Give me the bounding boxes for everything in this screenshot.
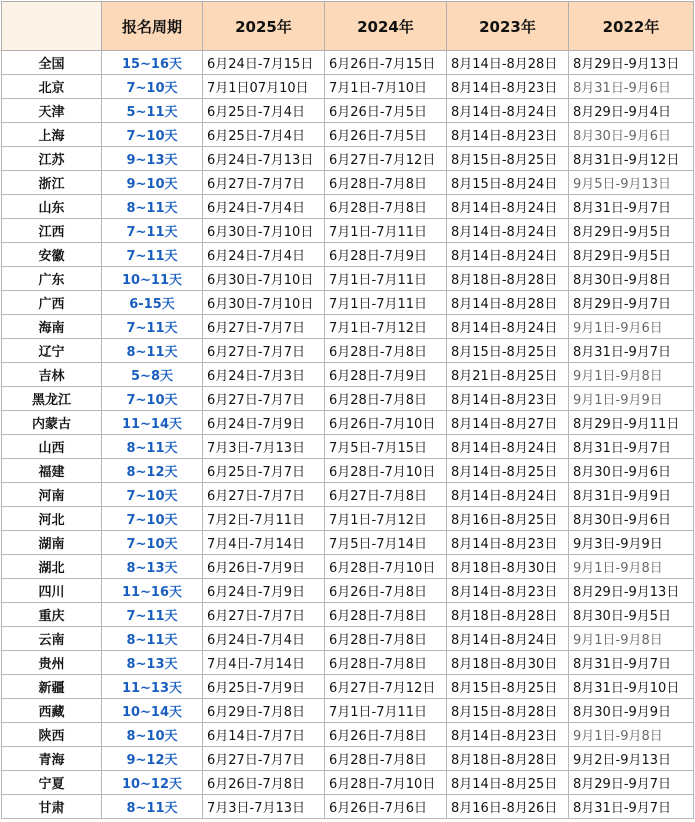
- period-cell: 7~10天: [102, 507, 203, 531]
- table-row: [2, 339, 694, 363]
- province-cell: 云南: [2, 627, 102, 651]
- date-2023-cell: 8月14日-8月24日: [447, 435, 569, 459]
- date-2024-cell: 6月28日-7月8日: [325, 651, 447, 675]
- date-2024-cell: 7月1日-7月12日: [325, 315, 447, 339]
- date-2025-cell: 6月26日-7月8日: [203, 771, 325, 795]
- province-cell: 黑龙江: [2, 387, 102, 411]
- table-row: [2, 411, 694, 435]
- period-cell: 8~11天: [102, 195, 203, 219]
- table-row: [2, 531, 694, 555]
- date-2025-cell: 6月25日-7月4日: [203, 123, 325, 147]
- period-cell: 9~10天: [102, 171, 203, 195]
- date-2025-cell: 6月24日-7月3日: [203, 363, 325, 387]
- table-row: [2, 555, 694, 579]
- period-cell: 7~11天: [102, 603, 203, 627]
- period-cell: 7~11天: [102, 219, 203, 243]
- province-cell: 重庆: [2, 603, 102, 627]
- period-cell: 11~14天: [102, 411, 203, 435]
- date-2024-cell: 6月28日-7月10日: [325, 459, 447, 483]
- date-2025-cell: 7月2日-7月11日: [203, 507, 325, 531]
- date-2022-cell: 9月3日-9月9日: [569, 531, 694, 555]
- date-2023-cell: 8月15日-8月25日: [447, 147, 569, 171]
- table-row: [2, 795, 694, 819]
- period-cell: 7~10天: [102, 483, 203, 507]
- date-2025-cell: 7月4日-7月14日: [203, 651, 325, 675]
- period-cell: 8~13天: [102, 651, 203, 675]
- date-2025-cell: 6月27日-7月7日: [203, 387, 325, 411]
- date-2024-cell: 6月28日-7月8日: [325, 627, 447, 651]
- date-2024-cell: 7月1日-7月11日: [325, 219, 447, 243]
- date-2024-cell: 6月26日-7月5日: [325, 99, 447, 123]
- date-2024-cell: 6月27日-7月12日: [325, 147, 447, 171]
- date-2022-cell: 8月31日-9月6日: [569, 75, 694, 99]
- province-cell: 海南: [2, 315, 102, 339]
- date-2024-cell: 6月28日-7月8日: [325, 387, 447, 411]
- date-2022-cell: 8月30日-9月6日: [569, 459, 694, 483]
- date-2024-cell: 6月26日-7月8日: [325, 579, 447, 603]
- province-cell: 广东: [2, 267, 102, 291]
- period-cell: 7~10天: [102, 123, 203, 147]
- period-cell: 8~13天: [102, 555, 203, 579]
- date-2023-cell: 8月18日-8月28日: [447, 603, 569, 627]
- date-2025-cell: 7月4日-7月14日: [203, 531, 325, 555]
- province-cell: 山西: [2, 435, 102, 459]
- table-row: [2, 435, 694, 459]
- table-row: [2, 699, 694, 723]
- province-cell: 山东: [2, 195, 102, 219]
- date-2025-cell: 6月27日-7月7日: [203, 603, 325, 627]
- period-cell: 9~13天: [102, 147, 203, 171]
- table-row: [2, 219, 694, 243]
- date-2023-cell: 8月14日-8月27日: [447, 411, 569, 435]
- date-2022-cell: 8月31日-9月9日: [569, 483, 694, 507]
- province-cell: 江西: [2, 219, 102, 243]
- table-row: [2, 747, 694, 771]
- date-2022-cell: 8月31日-9月12日: [569, 147, 694, 171]
- province-cell: 辽宁: [2, 339, 102, 363]
- table-row: [2, 627, 694, 651]
- date-2024-cell: 6月28日-7月8日: [325, 603, 447, 627]
- date-2024-cell: 6月28日-7月9日: [325, 243, 447, 267]
- date-2022-cell: 9月1日-9月9日: [569, 387, 694, 411]
- province-cell: 吉林: [2, 363, 102, 387]
- date-2024-cell: 6月26日-7月5日: [325, 123, 447, 147]
- date-2023-cell: 8月15日-8月25日: [447, 339, 569, 363]
- table-row: [2, 99, 694, 123]
- date-2024-cell: 7月1日-7月11日: [325, 267, 447, 291]
- period-cell: 10~11天: [102, 267, 203, 291]
- date-2022-cell: 8月29日-9月13日: [569, 51, 694, 75]
- date-2024-cell: 6月28日-7月10日: [325, 771, 447, 795]
- date-2023-cell: 8月15日-8月24日: [447, 171, 569, 195]
- date-2025-cell: 6月27日-7月7日: [203, 339, 325, 363]
- table-row: [2, 459, 694, 483]
- date-2023-cell: 8月18日-8月30日: [447, 651, 569, 675]
- date-2023-cell: 8月18日-8月30日: [447, 555, 569, 579]
- date-2025-cell: 6月24日-7月13日: [203, 147, 325, 171]
- province-cell: 浙江: [2, 171, 102, 195]
- date-2025-cell: 6月24日-7月4日: [203, 243, 325, 267]
- province-cell: 内蒙古: [2, 411, 102, 435]
- date-2023-cell: 8月14日-8月24日: [447, 243, 569, 267]
- date-2024-cell: 7月1日-7月11日: [325, 291, 447, 315]
- date-2022-cell: 8月29日-9月13日: [569, 579, 694, 603]
- date-2022-cell: 8月29日-9月11日: [569, 411, 694, 435]
- table-row: [2, 171, 694, 195]
- date-2023-cell: 8月16日-8月25日: [447, 507, 569, 531]
- date-2024-cell: 6月26日-7月10日: [325, 411, 447, 435]
- province-cell: 安徽: [2, 243, 102, 267]
- table-row: [2, 123, 694, 147]
- date-2025-cell: 6月24日-7月4日: [203, 195, 325, 219]
- date-2022-cell: 8月31日-9月10日: [569, 675, 694, 699]
- table-row: [2, 195, 694, 219]
- date-2024-cell: 6月27日-7月12日: [325, 675, 447, 699]
- period-cell: 8~11天: [102, 339, 203, 363]
- province-cell: 河北: [2, 507, 102, 531]
- date-2024-cell: 7月1日-7月11日: [325, 699, 447, 723]
- date-2025-cell: 6月27日-7月7日: [203, 747, 325, 771]
- period-cell: 5~11天: [102, 99, 203, 123]
- province-cell: 北京: [2, 75, 102, 99]
- period-cell: 5~8天: [102, 363, 203, 387]
- date-2025-cell: 6月26日-7月9日: [203, 555, 325, 579]
- date-2023-cell: 8月14日-8月24日: [447, 627, 569, 651]
- date-2024-cell: 6月28日-7月8日: [325, 171, 447, 195]
- province-cell: 湖北: [2, 555, 102, 579]
- period-cell: 8~10天: [102, 723, 203, 747]
- table-row: [2, 675, 694, 699]
- period-cell: 11~16天: [102, 579, 203, 603]
- date-2024-cell: 6月28日-7月8日: [325, 195, 447, 219]
- header-period: 报名周期: [102, 2, 203, 51]
- date-2022-cell: 8月31日-9月7日: [569, 195, 694, 219]
- date-2023-cell: 8月14日-8月24日: [447, 483, 569, 507]
- header-row: [2, 2, 694, 51]
- province-cell: 陕西: [2, 723, 102, 747]
- table-row: [2, 267, 694, 291]
- table-body: [2, 51, 694, 819]
- province-cell: 天津: [2, 99, 102, 123]
- date-2023-cell: 8月14日-8月23日: [447, 579, 569, 603]
- table-row: [2, 579, 694, 603]
- period-cell: 11~13天: [102, 675, 203, 699]
- date-2023-cell: 8月14日-8月25日: [447, 459, 569, 483]
- date-2023-cell: 8月14日-8月28日: [447, 291, 569, 315]
- province-cell: 新疆: [2, 675, 102, 699]
- date-2022-cell: 8月30日-9月9日: [569, 699, 694, 723]
- date-2024-cell: 6月28日-7月8日: [325, 747, 447, 771]
- date-2025-cell: 6月29日-7月8日: [203, 699, 325, 723]
- province-cell: 福建: [2, 459, 102, 483]
- period-cell: 7~10天: [102, 387, 203, 411]
- date-2023-cell: 8月18日-8月28日: [447, 267, 569, 291]
- date-2025-cell: 7月3日-7月13日: [203, 435, 325, 459]
- table-row: [2, 291, 694, 315]
- period-cell: 7~11天: [102, 315, 203, 339]
- table-row: [2, 75, 694, 99]
- table-row: [2, 771, 694, 795]
- date-2022-cell: 8月29日-9月7日: [569, 771, 694, 795]
- date-2025-cell: 6月30日-7月10日: [203, 291, 325, 315]
- period-cell: 7~11天: [102, 243, 203, 267]
- province-cell: 广西: [2, 291, 102, 315]
- header-2024: 2024年: [325, 2, 447, 51]
- date-2023-cell: 8月14日-8月23日: [447, 387, 569, 411]
- date-2025-cell: 6月24日-7月9日: [203, 579, 325, 603]
- date-2023-cell: 8月14日-8月25日: [447, 771, 569, 795]
- date-2022-cell: 9月1日-9月8日: [569, 363, 694, 387]
- date-2022-cell: 8月29日-9月5日: [569, 219, 694, 243]
- date-2025-cell: 6月27日-7月7日: [203, 171, 325, 195]
- header-2023: 2023年: [447, 2, 569, 51]
- date-2024-cell: 6月28日-7月8日: [325, 339, 447, 363]
- header-2022: 2022年: [569, 2, 694, 51]
- period-cell: 9~12天: [102, 747, 203, 771]
- date-2023-cell: 8月14日-8月24日: [447, 315, 569, 339]
- date-2023-cell: 8月14日-8月23日: [447, 531, 569, 555]
- date-2024-cell: 6月28日-7月9日: [325, 363, 447, 387]
- table-row: [2, 483, 694, 507]
- date-2022-cell: 8月31日-9月7日: [569, 795, 694, 819]
- date-2022-cell: 8月29日-9月4日: [569, 99, 694, 123]
- period-cell: 6-15天: [102, 291, 203, 315]
- header-2025: 2025年: [203, 2, 325, 51]
- table-row: [2, 387, 694, 411]
- date-2022-cell: 9月1日-9月8日: [569, 627, 694, 651]
- date-2023-cell: 8月14日-8月23日: [447, 75, 569, 99]
- date-2023-cell: 8月14日-8月28日: [447, 51, 569, 75]
- date-2023-cell: 8月14日-8月23日: [447, 123, 569, 147]
- table-row: [2, 603, 694, 627]
- date-2022-cell: 8月30日-9月5日: [569, 603, 694, 627]
- date-2025-cell: 7月3日-7月13日: [203, 795, 325, 819]
- table-row: [2, 315, 694, 339]
- date-2023-cell: 8月14日-8月23日: [447, 723, 569, 747]
- date-2022-cell: 8月31日-9月7日: [569, 651, 694, 675]
- period-cell: 15~16天: [102, 51, 203, 75]
- date-2023-cell: 8月14日-8月24日: [447, 195, 569, 219]
- date-2025-cell: 6月14日-7月7日: [203, 723, 325, 747]
- date-2022-cell: 9月1日-9月8日: [569, 723, 694, 747]
- date-2024-cell: 7月1日-7月12日: [325, 507, 447, 531]
- date-2024-cell: 6月28日-7月10日: [325, 555, 447, 579]
- date-2024-cell: 6月26日-7月6日: [325, 795, 447, 819]
- date-2022-cell: 8月30日-9月8日: [569, 267, 694, 291]
- province-cell: 四川: [2, 579, 102, 603]
- date-2023-cell: 8月14日-8月24日: [447, 219, 569, 243]
- date-2023-cell: 8月18日-8月28日: [447, 747, 569, 771]
- date-2025-cell: 6月27日-7月7日: [203, 483, 325, 507]
- date-2022-cell: 9月1日-9月8日: [569, 555, 694, 579]
- date-2025-cell: 6月25日-7月7日: [203, 459, 325, 483]
- date-2025-cell: 6月30日-7月10日: [203, 219, 325, 243]
- date-2022-cell: 9月1日-9月6日: [569, 315, 694, 339]
- table-row: [2, 507, 694, 531]
- period-cell: 8~12天: [102, 459, 203, 483]
- period-cell: 10~14天: [102, 699, 203, 723]
- date-2023-cell: 8月14日-8月24日: [447, 99, 569, 123]
- date-2022-cell: 8月30日-9月6日: [569, 507, 694, 531]
- province-cell: 贵州: [2, 651, 102, 675]
- date-2024-cell: 6月26日-7月15日: [325, 51, 447, 75]
- registration-schedule-table: [1, 1, 694, 819]
- date-2022-cell: 8月30日-9月6日: [569, 123, 694, 147]
- date-2025-cell: 6月24日-7月4日: [203, 627, 325, 651]
- date-2024-cell: 7月5日-7月14日: [325, 531, 447, 555]
- date-2022-cell: 8月29日-9月5日: [569, 243, 694, 267]
- period-cell: 8~11天: [102, 435, 203, 459]
- date-2024-cell: 6月26日-7月8日: [325, 723, 447, 747]
- date-2024-cell: 7月5日-7月15日: [325, 435, 447, 459]
- province-cell: 西藏: [2, 699, 102, 723]
- province-cell: 甘肃: [2, 795, 102, 819]
- date-2022-cell: 8月31日-9月7日: [569, 435, 694, 459]
- date-2025-cell: 6月24日-7月15日: [203, 51, 325, 75]
- province-cell: 河南: [2, 483, 102, 507]
- table-row: [2, 651, 694, 675]
- date-2025-cell: 6月27日-7月7日: [203, 315, 325, 339]
- date-2025-cell: 6月24日-7月9日: [203, 411, 325, 435]
- table-row: [2, 363, 694, 387]
- date-2022-cell: 8月31日-9月7日: [569, 339, 694, 363]
- date-2023-cell: 8月16日-8月26日: [447, 795, 569, 819]
- date-2025-cell: 6月30日-7月10日: [203, 267, 325, 291]
- period-cell: 7~10天: [102, 75, 203, 99]
- period-cell: 8~11天: [102, 627, 203, 651]
- date-2022-cell: 8月29日-9月7日: [569, 291, 694, 315]
- header-province: [2, 2, 102, 51]
- date-2022-cell: 9月2日-9月13日: [569, 747, 694, 771]
- table-row: [2, 243, 694, 267]
- date-2025-cell: 6月25日-7月9日: [203, 675, 325, 699]
- province-cell: 湖南: [2, 531, 102, 555]
- date-2025-cell: 6月25日-7月4日: [203, 99, 325, 123]
- period-cell: 7~10天: [102, 531, 203, 555]
- date-2023-cell: 8月15日-8月25日: [447, 675, 569, 699]
- period-cell: 10~12天: [102, 771, 203, 795]
- date-2025-cell: 7月1日07月10日: [203, 75, 325, 99]
- table-row: [2, 723, 694, 747]
- date-2024-cell: 7月1日-7月10日: [325, 75, 447, 99]
- province-cell: 青海: [2, 747, 102, 771]
- date-2023-cell: 8月21日-8月25日: [447, 363, 569, 387]
- province-cell: 上海: [2, 123, 102, 147]
- period-cell: 8~11天: [102, 795, 203, 819]
- table-row: [2, 147, 694, 171]
- province-cell: 全国: [2, 51, 102, 75]
- table-row: [2, 51, 694, 75]
- province-cell: 江苏: [2, 147, 102, 171]
- date-2024-cell: 6月27日-7月8日: [325, 483, 447, 507]
- date-2023-cell: 8月15日-8月28日: [447, 699, 569, 723]
- province-cell: 宁夏: [2, 771, 102, 795]
- date-2022-cell: 9月5日-9月13日: [569, 171, 694, 195]
